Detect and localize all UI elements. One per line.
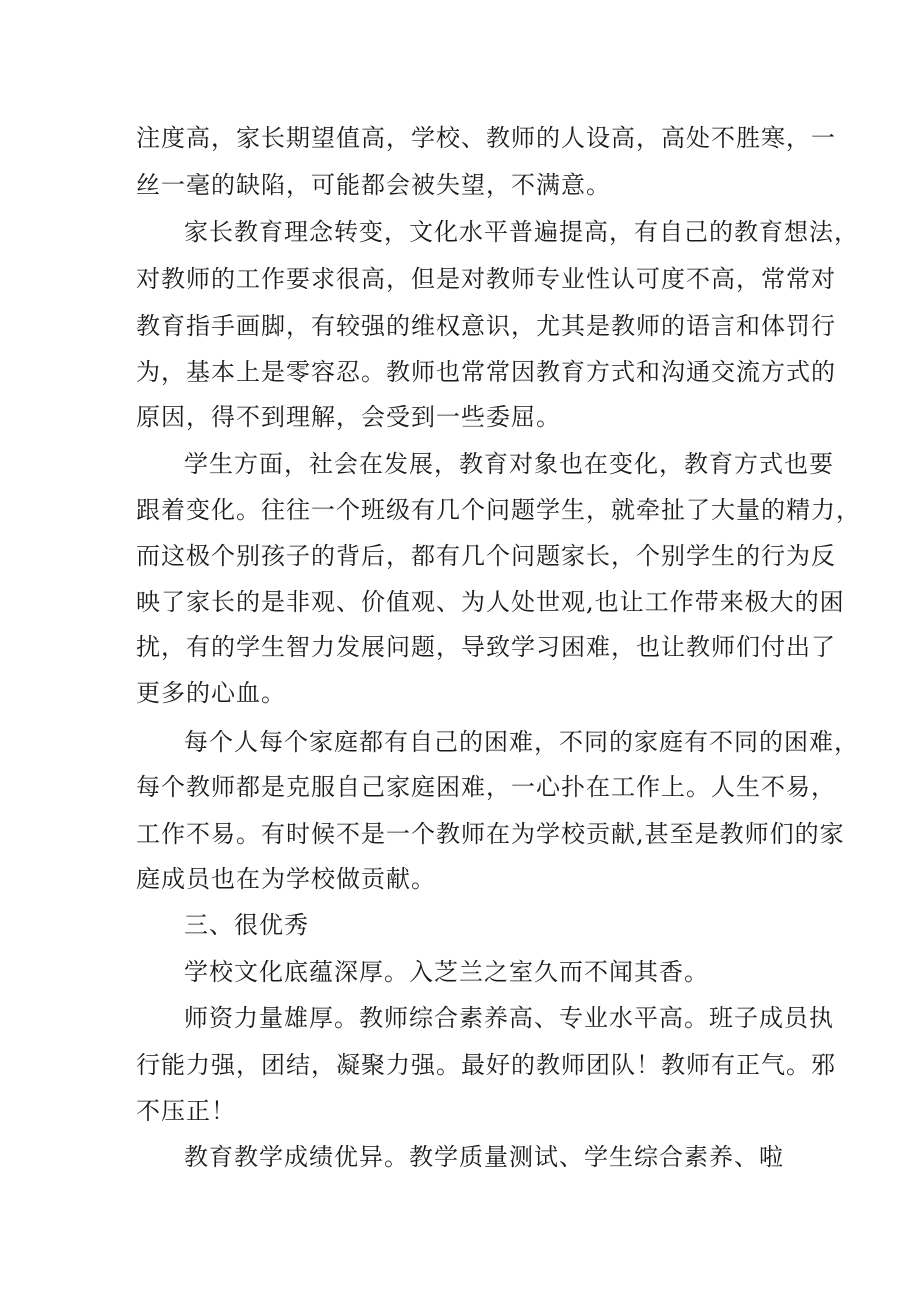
- paragraph-start-line: 师资力量雄厚。教师综合素养高、专业水平高。班子成员执: [184, 1004, 834, 1032]
- text-line: 对教师的工作要求很高，但是对教师专业性认可度不高，常常对: [136, 265, 836, 293]
- text-line: 更多的心血。: [136, 679, 286, 707]
- text-line: 不压正！: [136, 1097, 236, 1125]
- text-line: 映了家长的是非观、价值观、为人处世观,也让工作带来极大的困: [136, 588, 845, 616]
- text-line: 为，基本上是零容忍。教师也常常因教育方式和沟通交流方式的: [136, 358, 836, 386]
- text-line: 庭成员也在为学校做贡献。: [136, 865, 436, 893]
- text-line: 工作不易。有时候不是一个教师在为学校贡献,甚至是教师们的家: [136, 820, 845, 848]
- text-line: 扰，有的学生智力发展问题，导致学习困难，也让教师们付出了: [136, 633, 836, 661]
- text-line: 丝一毫的缺陷，可能都会被失望，不满意。: [136, 171, 611, 199]
- section-heading: 三、很优秀: [184, 911, 309, 939]
- paragraph-start-line: 学校文化底蕴深厚。入芝兰之室久而不闻其香。: [184, 958, 709, 986]
- text-line: 注度高，家长期望值高，学校、教师的人设高，高处不胜寒，一: [136, 124, 836, 152]
- text-line: 每个教师都是克服自己家庭困难，一心扑在工作上。人生不易，: [136, 773, 836, 801]
- text-line: 而这极个别孩子的背后，都有几个问题家长，个别学生的行为反: [136, 542, 836, 570]
- paragraph-start-line: 学生方面，社会在发展，教育对象也在变化，教育方式也要: [184, 450, 834, 478]
- text-line: 原因，得不到理解，会受到一些委屈。: [136, 403, 561, 431]
- text-line: 行能力强，团结，凝聚力强。最好的教师团队！教师有正气。邪: [136, 1051, 836, 1079]
- paragraph-start-line: 每个人每个家庭都有自己的困难，不同的家庭有不同的困难，: [184, 728, 859, 756]
- paragraph-start-line: 教育教学成绩优异。教学质量测试、学生综合素养、啦: [184, 1143, 784, 1171]
- text-line: 教育指手画脚，有较强的维权意识，尤其是教师的语言和体罚行: [136, 312, 836, 340]
- paragraph-start-line: 家长教育理念转变，文化水平普遍提高，有自己的教育想法，: [184, 218, 859, 246]
- text-line: 跟着变化。往往一个班级有几个问题学生，就牵扯了大量的精力，: [136, 496, 861, 524]
